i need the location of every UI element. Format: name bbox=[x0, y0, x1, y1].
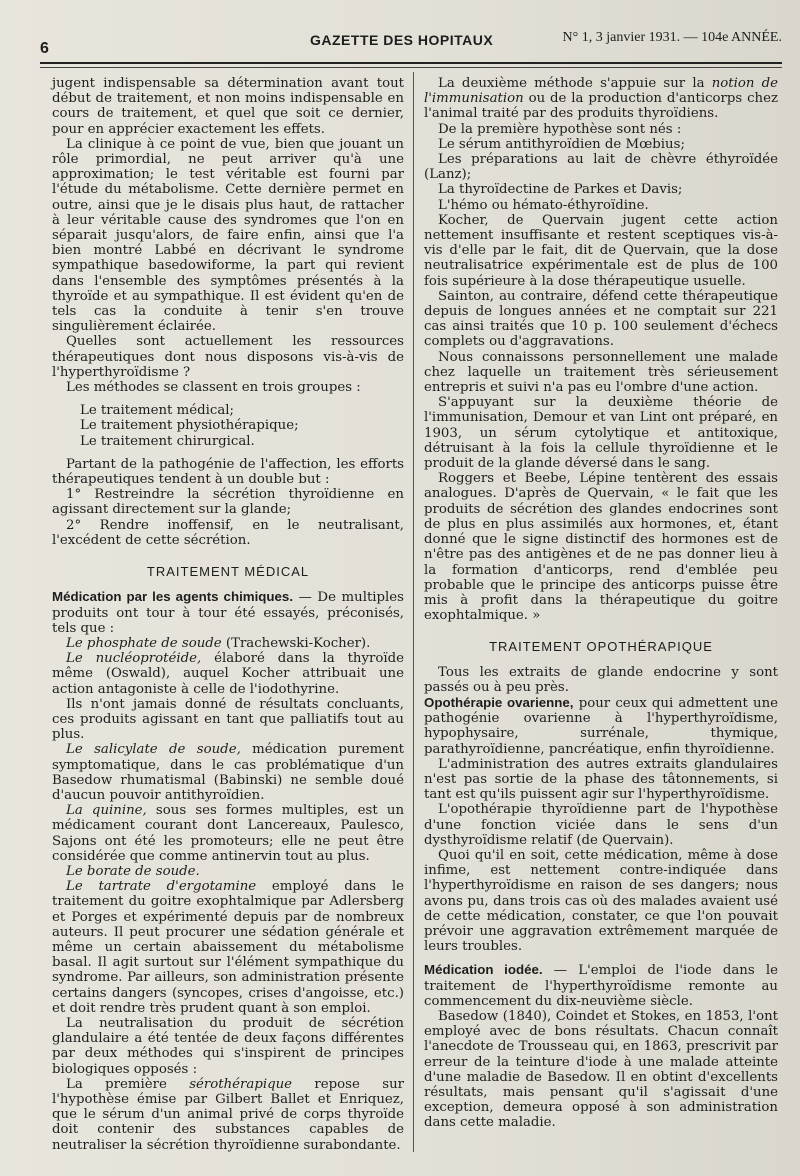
paragraph: La neutralisation du produit de sécrétion glandulaire a été tentée de deux façons différentes par deux méthodes qui s'inspirent de principes biologiques opposés : bbox=[52, 1015, 404, 1077]
paragraph: La thyroïdectine de Parkes et Davis; bbox=[438, 182, 683, 198]
column-divider bbox=[413, 72, 414, 1152]
paragraph: Quelles sont actuellement les ressources thérapeutiques dont nous disposons vis-à-vis de l'hyperthyroïdisme ? bbox=[52, 334, 404, 380]
paragraph: Les préparations au lait de chèvre éthyroïdée (Lanz); bbox=[424, 152, 778, 183]
paragraph: jugent indispensable sa détermination avant tout début de traitement, et non moins indispensable en cours de traitement, et quel que soit ce dernier, pour en apprécier exactement les effets. bbox=[52, 76, 404, 137]
paragraph: S'appuyant sur la deuxième théorie de l'immunisation, Demour et van Lint ont préparé, en 1903, un sérum cytolytique et antitoxique, détruisant à la fois la cellule thyroïdienne et le produit de la glande déversé dans le sang. bbox=[424, 395, 778, 472]
paragraph: La clinique à ce point de vue, bien que jouant un rôle primordial, ne peut arriver qu'à une approximation; le test véritable est fourni par l'étude du métabolisme. Cette dernière permet en outre, ainsi que je le disais plus haut, de rattacher à leur véritable cause des syndromes que l'on en séparait jusqu'alors, de faire enfin, ainsi que l'a bien montré Labbé en décrivant le syndrome sympathique basedowiforme, la part qui revient dans l'ensemble des symptômes présentés à la thyroïde et au sympathique. Il est évident qu'en de tels cas la conduite à tenir s'en trouve singulièrement éclairée. bbox=[52, 136, 404, 335]
text-run: — L'emploi de l'iode dans le traitement de l'hyperthyroïdisme remonte au commencement du dix-neuvième siècle. bbox=[424, 963, 778, 1009]
subsection-heading: Médication iodée. bbox=[424, 962, 543, 978]
page-number: 6 bbox=[40, 40, 49, 57]
paragraph: De la première hypothèse sont nés : bbox=[438, 121, 682, 137]
italic-term: Le phosphate de soude bbox=[66, 635, 222, 651]
section-heading: TRAITEMENT OPOTHÉRAPIQUE bbox=[489, 639, 713, 655]
italic-term: Le tartrate d'ergotamine bbox=[66, 879, 257, 895]
italic-term: notion de l'immunisation bbox=[424, 76, 778, 107]
paragraph bbox=[52, 636, 404, 651]
section-heading: TRAITEMENT MÉDICAL bbox=[146, 564, 310, 580]
paragraph: Basedow (1840), Coindet et Stokes, en 1853, l'ont employé avec de bons résultats. Chacun connaît l'anecdote de Trousseau qui, en 1863, prescrivit par erreur de la teinture d'iode à une malade atteinte d'une maladie de Basedow. Il en obtint d'excellents résultats, mais pensant qu'il s'agissait d'une exception, demeura opposé à son administration dans cette maladie. bbox=[424, 1008, 778, 1131]
paragraph: L'opothérapie thyroïdienne part de l'hypothèse d'une fonction viciée dans le sens d'un dysthyroïdisme relatif (de Quervain). bbox=[424, 802, 778, 848]
list-item: Le traitement physiothérapique; bbox=[80, 418, 299, 434]
paragraph: Partant de la pathogénie de l'affection, les efforts thérapeutiques tendent à un double but : bbox=[52, 456, 404, 488]
issue-info: N° 1, 3 janvier 1931. — 104e ANNÉE. bbox=[562, 30, 782, 45]
subsection-heading: Opothérapie ovarienne, bbox=[424, 694, 574, 710]
paragraph: Sainton, au contraire, défend cette thérapeutique depuis de longues années et ne comptait sur 221 cas ainsi traités que 10 p. 100 seulement d'échecs complets ou d'aggravations. bbox=[424, 288, 778, 350]
paragraph: L'administration des autres extraits glandulaires n'est pas sortie de la phase des tâtonnements, si tant est qu'ils puissent agir sur l'hyperthyroïdisme. bbox=[424, 756, 778, 803]
text-run: La deuxième méthode s'appuie sur la bbox=[438, 76, 712, 91]
paragraph bbox=[424, 76, 778, 122]
text-run: — De multiples produits ont tour à tour été essayés, préconisés, tels que : bbox=[52, 590, 404, 636]
paragraph bbox=[52, 879, 404, 1016]
paragraph: Les méthodes se classent en trois groupes : bbox=[66, 380, 361, 396]
paragraph bbox=[52, 1077, 404, 1153]
paragraph: Nous connaissons personnellement une malade chez laquelle un traitement très sérieusement entrepris et suivi n'a pas eu l'ombre d'une action. bbox=[424, 349, 778, 396]
page-header bbox=[30, 30, 782, 56]
paragraph: Kocher, de Quervain jugent cette action nettement insuffisante et restent sceptiques vis-à-vis d'elle par le fait, dit de Quervain, que la dose neutralisatrice expérimentale est de plus de 100 fois supérieure à la dose thérapeutique usuelle. bbox=[424, 212, 778, 289]
list-item: Le traitement chirurgical. bbox=[80, 433, 255, 449]
text-run: sous ses formes multiples, est un médicament courant dont Lancereaux, Paulesco, Sajons ont été les promoteurs; elle ne peut être considérée que comme antinervin tout au plus. bbox=[52, 803, 405, 864]
text-run: médication purement symptomatique, dans le cas problématique d'un Basedow rhumatismal (Babinski) ne semble doué d'aucun pouvoir antithyroïdien. bbox=[52, 742, 404, 803]
paragraph: 1° Restreindre la sécrétion thyroïdienne en agissant directement sur la glande; bbox=[52, 487, 404, 518]
italic-term: La quinine, bbox=[66, 803, 147, 819]
italic-term: Le borate de soude. bbox=[66, 863, 200, 879]
paragraph bbox=[52, 864, 404, 879]
paragraph bbox=[52, 803, 404, 864]
subsection-heading: Médication par les agents chimiques. bbox=[52, 589, 294, 605]
paragraph: Roggers et Beebe, Lépine tentèrent des essais analogues. D'après de Quervain, « le fait que les produits de sécrétion des glandes endocrines sont de plus en plus assimilés aux hormones, et, étant donné que le signe distinctif des hormones est de n'être pas des antigènes et de ne pas donner lieu à la formation d'anticorps, rend d'emblée peu probable que le principe des anticorps puisse être mis à profit dans la thérapeutique du goitre exophtalmique. » bbox=[424, 471, 778, 624]
journal-title: GAZETTE DES HOPITAUX bbox=[310, 32, 494, 48]
paragraph: Quoi qu'il en soit, cette médication, même à dose infime, est nettement contre-indiquée dans l'hyperthyroïdisme en raison de ses dangers; nous avons pu, dans trois cas où des malades avaient usé de cette médication, constater, ce que l'on pouvait prévoir une aggravation extrêmement marquée de leurs troubles. bbox=[424, 847, 778, 955]
left-column bbox=[52, 76, 404, 1153]
text-run: élaboré dans la thyroïde même (Oswald), auquel Kocher attribuait une action antagoniste à celle de l'iodothyrine. bbox=[52, 651, 404, 697]
italic-term: sérothérapique bbox=[189, 1076, 293, 1092]
italic-term: Le salicylate de soude, bbox=[66, 742, 241, 758]
text-run: ou de la production d'anticorps chez l'animal traité par des produits thyroïdiens. bbox=[424, 91, 778, 122]
paragraph: Le sérum antithyroïdien de Mœbius; bbox=[438, 136, 685, 152]
paragraph: 2° Rendre inoffensif, en le neutralisant, l'excédent de cette sécrétion. bbox=[52, 517, 404, 548]
paragraph bbox=[52, 651, 404, 697]
text-run: pour ceux qui admettent une pathogénie ovarienne à l'hyperthyroïdisme, hypophysaire, surrénale, thymique, parathyroïdienne, pancréatique, enfin thyroïdienne. bbox=[424, 695, 778, 757]
header-rule-thin bbox=[40, 67, 782, 68]
paragraph: Ils n'ont jamais donné de résultats concluants, ces produits agissant en tant que palliatifs tout au plus. bbox=[52, 696, 404, 743]
paragraph: Tous les extraits de glande endocrine y sont passés ou à peu près. bbox=[424, 664, 778, 695]
list-item: Le traitement médical; bbox=[80, 403, 234, 419]
text-run: La première bbox=[66, 1076, 190, 1092]
paragraph bbox=[52, 742, 404, 803]
text-run: repose sur l'hypothèse émise par Gilbert Ballet et Enriquez, que le sérum d'un animal privé de corps thyroïde doit contenir des substances capables de neutraliser la sécrétion thyroïdienne surabondante. bbox=[52, 1076, 404, 1153]
text-run: employé dans le traitement du goitre exophtalmique par Adlersberg et Porges et expérimenté depuis par de nombreux auteurs. Il peut procurer une sédation générale et même un certain abaissement du métabolisme basal. Il agit surtout sur l'élément sympathique du syndrome. Par ailleurs, son administration présente certains dangers (syncopes, crises d'angoisse, etc.) et doit rendre très prudent quant à son emploi. bbox=[52, 879, 404, 1016]
text-run: (Trachewski-Kocher). bbox=[221, 635, 371, 651]
header-rule bbox=[40, 62, 782, 64]
paragraph: L'hémo ou hémato-éthyroïdine. bbox=[438, 197, 649, 213]
italic-term: Le nucléoprotéide, bbox=[66, 651, 202, 667]
right-column bbox=[424, 76, 778, 1131]
